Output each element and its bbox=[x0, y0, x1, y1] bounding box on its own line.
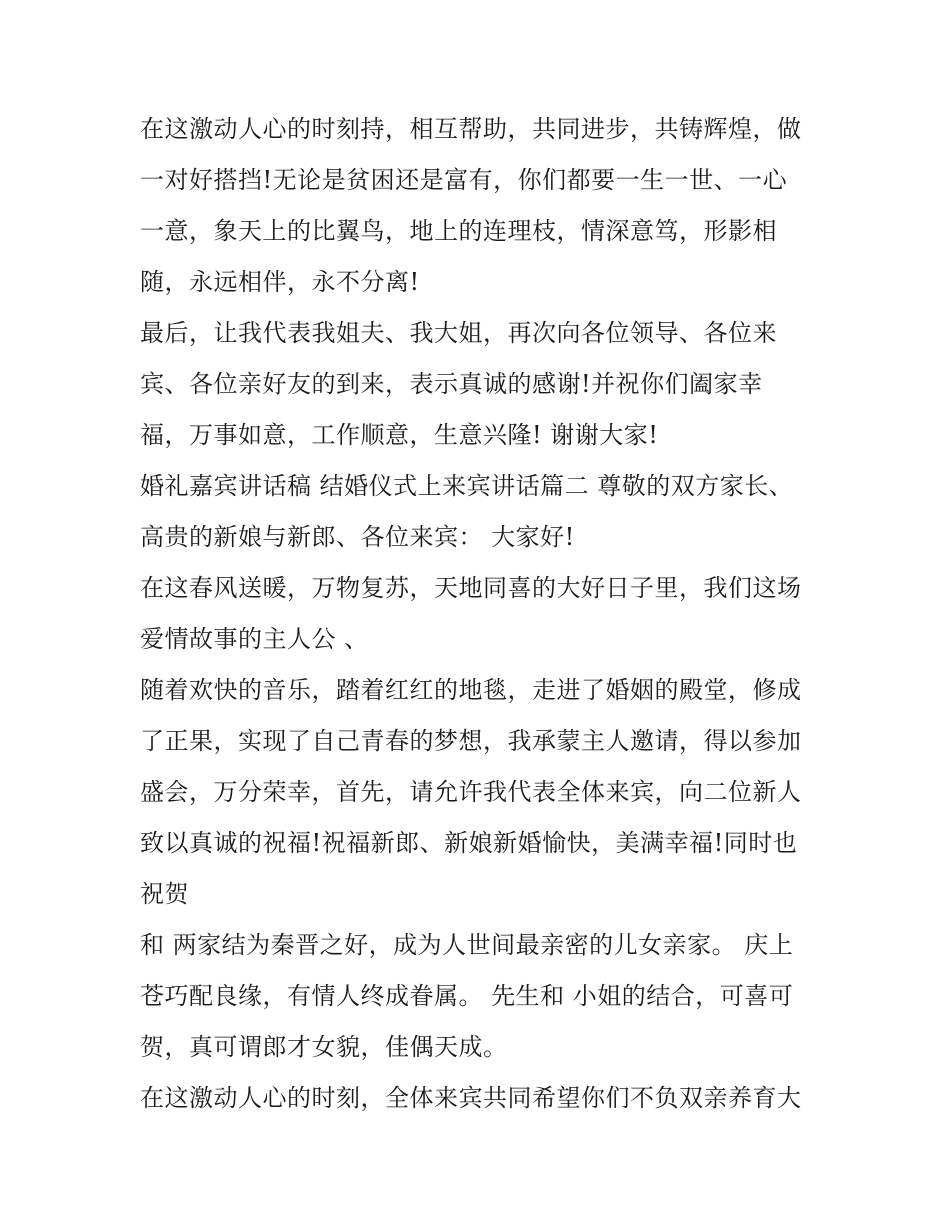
text-line: 苍巧配良缘，有情人终成眷属。 先生和 小姐的结合，可喜可 bbox=[140, 982, 794, 1010]
text-line: 随着欢快的音乐，踏着红红的地毯，走进了婚姻的殿堂，修成 bbox=[140, 676, 802, 704]
text-line: 一意，象天上的比翼鸟，地上的连理枝，情深意笃，形影相 bbox=[140, 217, 777, 245]
text-line: 祝贺 bbox=[140, 880, 189, 908]
text-line: 高贵的新娘与新郎、各位来宾： 大家好! bbox=[140, 523, 575, 551]
text-line: 福，万事如意，工作顺意，生意兴隆! 谢谢大家! bbox=[140, 421, 659, 449]
text-line: 在这激动人心的时刻，全体来宾共同希望你们不负双亲养育大 bbox=[140, 1084, 802, 1112]
text-line: 和 两家结为秦晋之好，成为人世间最亲密的儿女亲家。 庆上 bbox=[140, 931, 794, 959]
text-line: 最后，让我代表我姐夫、我大姐，再次向各位领导、各位来 bbox=[140, 319, 777, 347]
text-line: 宾、各位亲好友的到来，表示真诚的感谢!并祝你们阖家幸 bbox=[140, 370, 763, 398]
text-line: 婚礼嘉宾讲话稿 结婚仪式上来宾讲话篇二 尊敬的双方家长、 bbox=[140, 472, 794, 500]
text-line: 在这激动人心的时刻持，相互帮助，共同进步，共铸辉煌，做 bbox=[140, 115, 802, 143]
text-line: 致以真诚的祝福!祝福新郎、新娘新婚愉快，美满幸福!同时也 bbox=[140, 829, 798, 857]
text-line: 爱情故事的主人公 、 bbox=[140, 625, 369, 653]
text-line: 盛会，万分荣幸，首先，请允许我代表全体来宾，向二位新人 bbox=[140, 778, 802, 806]
text-line: 一对好搭挡!无论是贫困还是富有，你们都要一生一世、一心 bbox=[140, 166, 788, 194]
text-line: 了正果，实现了自己青春的梦想，我承蒙主人邀请，得以参加 bbox=[140, 727, 802, 755]
document-body bbox=[140, 104, 820, 1124]
text-line: 在这春风送暖，万物复苏，天地同喜的大好日子里，我们这场 bbox=[140, 574, 802, 602]
text-line: 随，永远相伴，永不分离! bbox=[140, 268, 420, 296]
text-line: 贺，真可谓郎才女貌，佳偶天成。 bbox=[140, 1033, 508, 1061]
